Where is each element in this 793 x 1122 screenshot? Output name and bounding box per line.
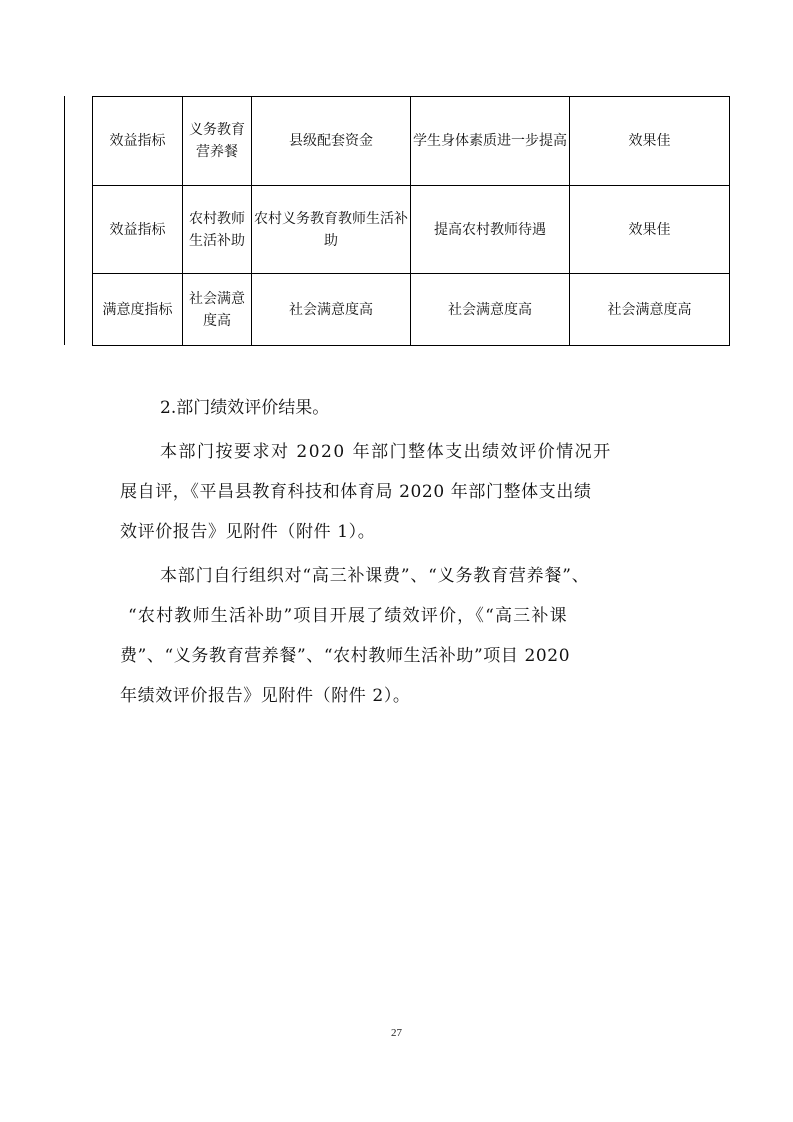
performance-table-container bbox=[64, 96, 728, 345]
paragraph-line: 费”、“义务教育营养餐”、“农村教师生活补助”项目 2020 bbox=[120, 646, 571, 666]
table-cell-goal: 提高农村教师待遇 bbox=[411, 186, 570, 274]
paragraph-line: 效评价报告》见附件（附件 1）。 bbox=[120, 522, 376, 542]
table-cell-result: 效果佳 bbox=[570, 186, 730, 274]
table-cell-goal: 社会满意度高 bbox=[411, 274, 570, 346]
paragraph-line: “农村教师生活补助”项目开展了绩效评价，《“高三补课 bbox=[128, 606, 568, 626]
table-cell-item: 社会满意度高 bbox=[252, 274, 411, 346]
table-cell-project: 农村教师生活补助 bbox=[183, 186, 252, 274]
table-row bbox=[93, 186, 730, 274]
section-heading: 2.部门绩效评价结果。 bbox=[160, 398, 330, 418]
table-cell-category: 满意度指标 bbox=[93, 274, 183, 346]
table-cell-item: 农村义务教育教师生活补助 bbox=[252, 186, 411, 274]
table-row bbox=[93, 274, 730, 346]
paragraph-line: 本部门按要求对 2020 年部门整体支出绩效评价情况开 bbox=[160, 442, 612, 462]
table-cell-goal: 学生身体素质进一步提高 bbox=[411, 97, 570, 186]
table-cell-category: 效益指标 bbox=[93, 97, 183, 186]
table-cell-project: 社会满意度高 bbox=[183, 274, 252, 346]
table-cell-result: 效果佳 bbox=[570, 97, 730, 186]
paragraph-line: 年绩效评价报告》见附件（附件 2）。 bbox=[120, 686, 411, 706]
table-cell-category: 效益指标 bbox=[93, 186, 183, 274]
performance-indicator-table bbox=[92, 96, 730, 346]
paragraph-line: 本部门自行组织对“高三补课费”、“义务教育营养餐”、 bbox=[160, 566, 590, 586]
page-number: 27 bbox=[391, 1027, 402, 1039]
paragraph-line: 展自评，《平昌县教育科技和体育局 2020 年部门整体支出绩 bbox=[120, 482, 592, 502]
table-cell-item: 县级配套资金 bbox=[252, 97, 411, 186]
table-cell-project: 义务教育营养餐 bbox=[183, 97, 252, 186]
table-cell-result: 社会满意度高 bbox=[570, 274, 730, 346]
table-row bbox=[93, 97, 730, 186]
